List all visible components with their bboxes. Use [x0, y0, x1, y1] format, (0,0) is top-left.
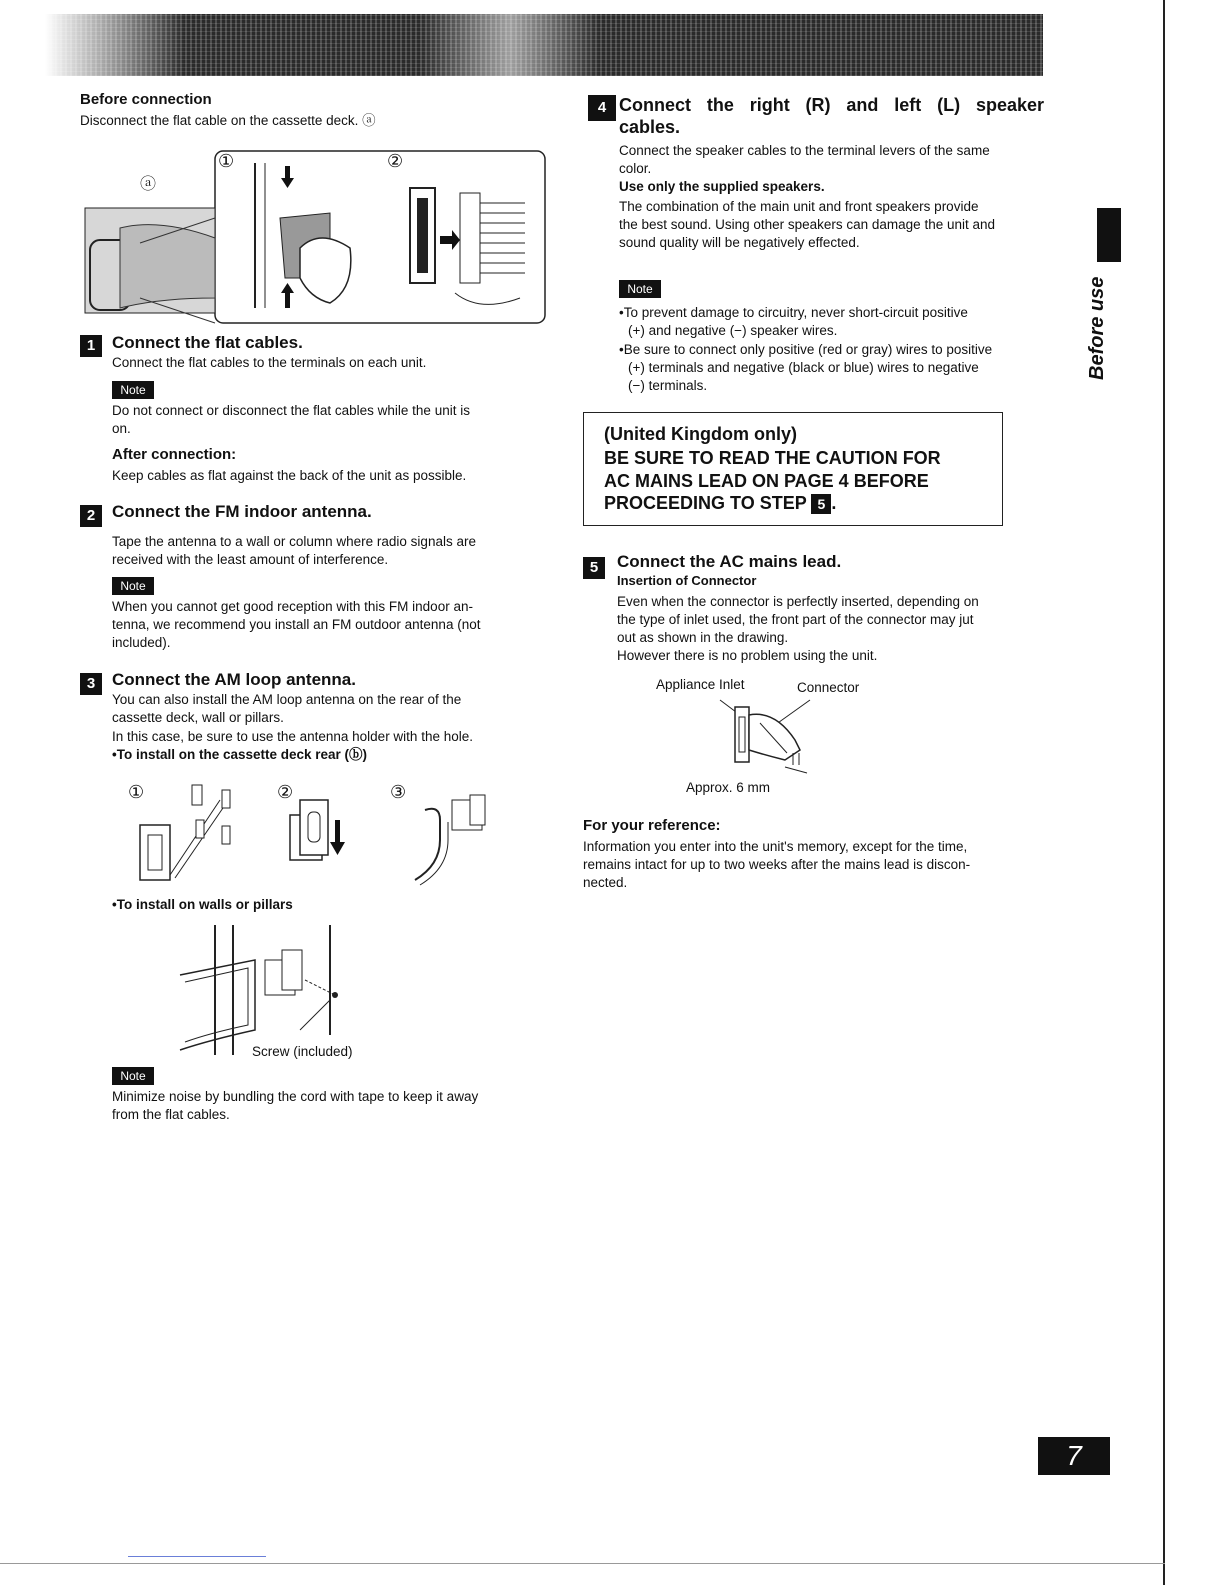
flat-cable-illustration	[80, 148, 550, 328]
step-2-title: Connect the FM indoor antenna.	[112, 502, 372, 521]
step-3-text: cassette deck, wall or pillars.	[112, 710, 284, 725]
step-1-text: Connect the flat cables to the terminals on each unit.	[112, 355, 427, 370]
step-2-note-line: tenna, we recommend you install an FM outdoor antenna (not	[112, 617, 481, 632]
after-connection-text: Keep cables as flat against the back of the unit as possible.	[112, 468, 467, 483]
reference-title: For your reference:	[583, 817, 721, 834]
antenna-holder-illustration	[130, 780, 510, 895]
header-banner-fade	[420, 14, 600, 76]
step-3-note-line: Minimize noise by bundling the cord with tape to keep it away	[112, 1089, 479, 1104]
step-2-text: received with the least amount of interference.	[112, 552, 389, 567]
caution-line: BE SURE TO READ THE CAUTION FOR	[604, 448, 941, 468]
reference-text: remains intact for up to two weeks after the mains lead is discon-	[583, 857, 971, 872]
step-4-note-line: •Be sure to connect only positive (red or gray) wires to positive	[619, 342, 993, 357]
caution-line	[604, 492, 836, 515]
reference-text: nected.	[583, 875, 628, 890]
side-tab	[1082, 276, 1108, 380]
step-3-note-line: from the flat cables.	[112, 1107, 230, 1122]
step-5-text: However there is no problem using the unit.	[617, 648, 878, 663]
step-2-note-line: included).	[112, 635, 171, 650]
connector-illustration	[715, 695, 825, 775]
appliance-inlet-label: Appliance Inlet	[656, 677, 745, 692]
caution-step-ref: 5	[811, 494, 831, 514]
step-5-text: the type of inlet used, the front part of the connector may jut	[617, 612, 974, 627]
reference-text: Information you enter into the unit's memory, except for the time,	[583, 839, 968, 854]
figure-label-1: ①	[218, 151, 235, 171]
caution-line: (United Kingdom only)	[604, 424, 797, 444]
step-5-subtitle: Insertion of Connector	[617, 573, 757, 588]
step-3-marker: 3	[80, 673, 102, 695]
page-edge-rule	[1163, 0, 1165, 1585]
step-4-marker: 4	[588, 95, 616, 121]
step-4-note-line: (+) terminals and negative (black or blue) wires to negative	[628, 360, 979, 375]
caution-period: .	[831, 493, 837, 513]
step-2-text: Tape the antenna to a wall or column where radio signals are	[112, 534, 476, 549]
page-bottom-rule	[0, 1563, 1165, 1564]
step-5-title: Connect the AC mains lead.	[617, 552, 842, 571]
step-4-note-line: (+) and negative (−) speaker wires.	[628, 323, 838, 338]
holder-step-label-3: ③	[390, 782, 407, 802]
figure-label-a: ⓐ	[140, 176, 157, 193]
step-1-marker: 1	[80, 335, 102, 357]
step-2-marker: 2	[80, 505, 102, 527]
header-banner-fade	[45, 14, 185, 76]
uk-caution-box	[583, 412, 1003, 526]
step-4-title: Connect the right (R) and left (L) speaker	[619, 95, 1044, 115]
caution-line: AC MAINS LEAD ON PAGE 4 BEFORE	[604, 471, 929, 491]
step-4-text: color.	[619, 161, 652, 176]
step-4-note-label: Note	[619, 280, 661, 298]
step-4-text: The combination of the main unit and front speakers provide	[619, 199, 979, 214]
caution-line-text: PROCEEDING TO STEP	[604, 493, 807, 513]
step-5-text: Even when the connector is perfectly inserted, depending on	[617, 594, 979, 609]
step-2-note-label: Note	[112, 577, 154, 595]
step-5-text: out as shown in the drawing.	[617, 630, 789, 645]
step-3-note-label: Note	[112, 1067, 154, 1085]
step-4-text: sound quality will be negatively effected.	[619, 235, 860, 250]
deck-rear-instruction: •To install on the cassette deck rear (ⓑ)	[112, 747, 368, 762]
page-number: 7	[1038, 1437, 1110, 1475]
step-4-note-line: (−) terminals.	[628, 378, 708, 393]
side-tab-label: Before use	[1086, 276, 1108, 380]
after-connection-title: After connection:	[112, 446, 237, 463]
footer-link-underline	[128, 1556, 266, 1557]
walls-instruction: •To install on walls or pillars	[112, 897, 293, 912]
step-4-text: Connect the speaker cables to the terminal levers of the same	[619, 143, 990, 158]
step-4-title: cables.	[619, 117, 681, 137]
approx-label: Approx. 6 mm	[686, 780, 771, 795]
holder-step-label-2: ②	[277, 782, 294, 802]
step-2-note-line: When you cannot get good reception with this FM indoor an-	[112, 599, 473, 614]
step-4-note-line: •To prevent damage to circuitry, never short-circuit positive	[619, 305, 968, 320]
figure-label-2: ②	[387, 151, 404, 171]
before-connection-text: Disconnect the flat cable on the cassette deck. ⓐ	[80, 113, 376, 128]
screw-label: Screw (included)	[252, 1044, 353, 1059]
step-4-bold-text: Use only the supplied speakers.	[619, 179, 825, 194]
step-3-text: You can also install the AM loop antenna on the rear of the	[112, 692, 462, 707]
step-1-note-label: Note	[112, 381, 154, 399]
step-4-text: the best sound. Using other speakers can damage the unit and	[619, 217, 995, 232]
step-1-note-line: on.	[112, 421, 131, 436]
step-1-note-line: Do not connect or disconnect the flat cables while the unit is	[112, 403, 470, 418]
step-1-title: Connect the flat cables.	[112, 333, 303, 352]
side-tab-marker	[1097, 208, 1121, 262]
holder-step-label-1: ①	[128, 782, 145, 802]
step-3-text: In this case, be sure to use the antenna holder with the hole.	[112, 729, 473, 744]
wall-mount-illustration	[170, 920, 370, 1060]
before-connection-title: Before connection	[80, 91, 212, 108]
step-3-title: Connect the AM loop antenna.	[112, 670, 356, 689]
step-5-marker: 5	[583, 557, 605, 579]
connector-label: Connector	[797, 680, 860, 695]
